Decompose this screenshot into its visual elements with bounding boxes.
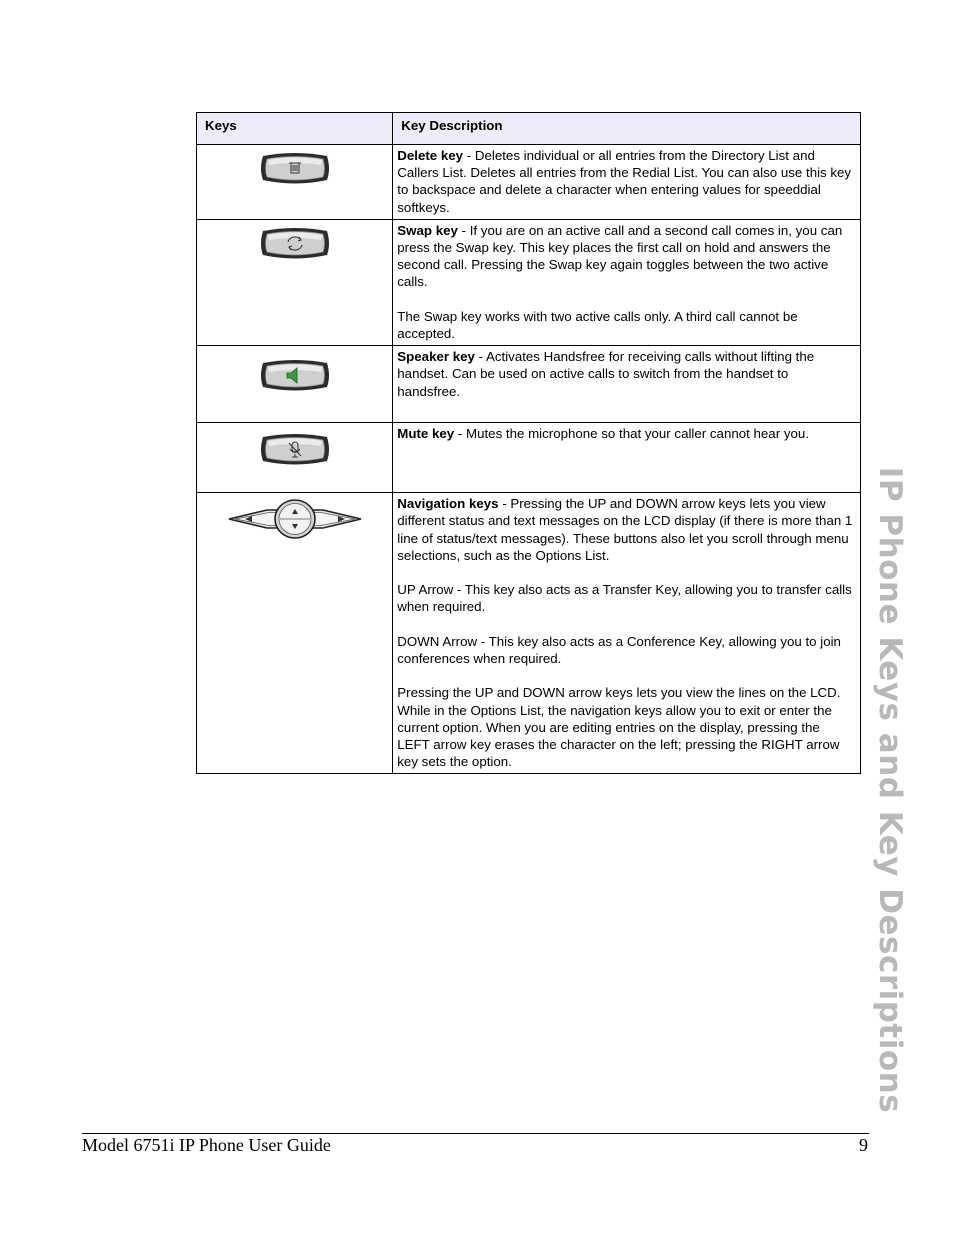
key-image-cell xyxy=(197,346,393,423)
description-paragraph xyxy=(397,495,854,564)
description-paragraph: UP Arrow - This key also acts as a Transfer Key, allowing you to transfer calls when required. xyxy=(397,582,852,615)
table-row xyxy=(197,219,861,345)
description-text: - If you are on an active call and a second call comes in, you can press the Swap key. This key places the first call on hold and answers the second call. Pressing the Swap key again toggles between the two active calls. xyxy=(397,222,843,290)
key-description-cell xyxy=(393,145,861,220)
table-row xyxy=(197,346,861,423)
delete-key-icon xyxy=(259,152,331,186)
key-image-cell xyxy=(197,219,393,345)
key-description-cell xyxy=(393,219,861,345)
header-key-description: Key Description xyxy=(393,113,861,145)
keys-table xyxy=(196,112,861,774)
key-description-cell xyxy=(393,493,861,774)
navigation-keys-icon xyxy=(227,499,363,539)
header-keys: Keys xyxy=(197,113,393,145)
key-image-cell xyxy=(197,145,393,220)
side-chapter-title-text: IP Phone Keys and Key Descriptions xyxy=(872,466,908,1114)
key-description-cell xyxy=(393,346,861,423)
footer-title: Model 6751i IP Phone User Guide xyxy=(82,1135,331,1155)
table-row xyxy=(197,145,861,220)
table-header-row xyxy=(197,113,861,145)
description-text: - Deletes individual or all entries from the Directory List and Callers List. Deletes all entries from the Redial List. You can also use this key to backspace and delete a character when entering values for speeddial softkeys. xyxy=(397,148,852,215)
description-paragraph: The Swap key works with two active calls only. A third call cannot be accepted. xyxy=(397,308,798,342)
table-row xyxy=(197,423,861,493)
description-paragraph: DOWN Arrow - This key also acts as a Conference Key, allowing you to join conferences when required. xyxy=(397,633,841,667)
key-title: Navigation keys xyxy=(397,496,499,512)
key-title: Delete key xyxy=(397,148,464,163)
description-paragraph xyxy=(397,147,854,216)
mute-key-icon xyxy=(259,433,331,467)
description-text: - Activates Handsfree for receiving calls without lifting the handset. Can be used on active calls to switch from the handset to handsfree. xyxy=(397,349,815,399)
description-text: - Mutes the microphone so that your caller cannot hear you. xyxy=(454,426,809,442)
footer-divider xyxy=(82,1133,869,1134)
description-text: - Pressing the UP and DOWN arrow keys lets you view different status and text messages on the LCD display (if there is more than 1 line of status/text messages). These buttons also let you scroll through menu selections, such as the Options List. xyxy=(397,496,853,563)
key-description-cell xyxy=(393,423,861,493)
swap-key-icon xyxy=(259,227,331,261)
description-paragraph: Pressing the UP and DOWN arrow keys lets you view the lines on the LCD. While in the Options List, the navigation keys allow you to exit or enter the current option. When you are editing entries on the display, pressing the LEFT arrow key erases the character on the left; pressing the RIGHT arrow key sets the option. xyxy=(397,685,841,770)
side-chapter-title xyxy=(868,466,912,1114)
key-title: Mute key xyxy=(397,426,455,442)
key-image-cell xyxy=(197,493,393,774)
key-title: Swap key xyxy=(397,222,458,238)
description-paragraph xyxy=(397,222,854,291)
page-number: 9 xyxy=(859,1135,868,1155)
key-image-cell xyxy=(197,423,393,493)
description-paragraph xyxy=(397,425,854,442)
key-title: Speaker key xyxy=(397,349,475,365)
speaker-key-icon xyxy=(259,359,331,393)
table-row xyxy=(197,493,861,774)
description-paragraph xyxy=(397,348,854,400)
